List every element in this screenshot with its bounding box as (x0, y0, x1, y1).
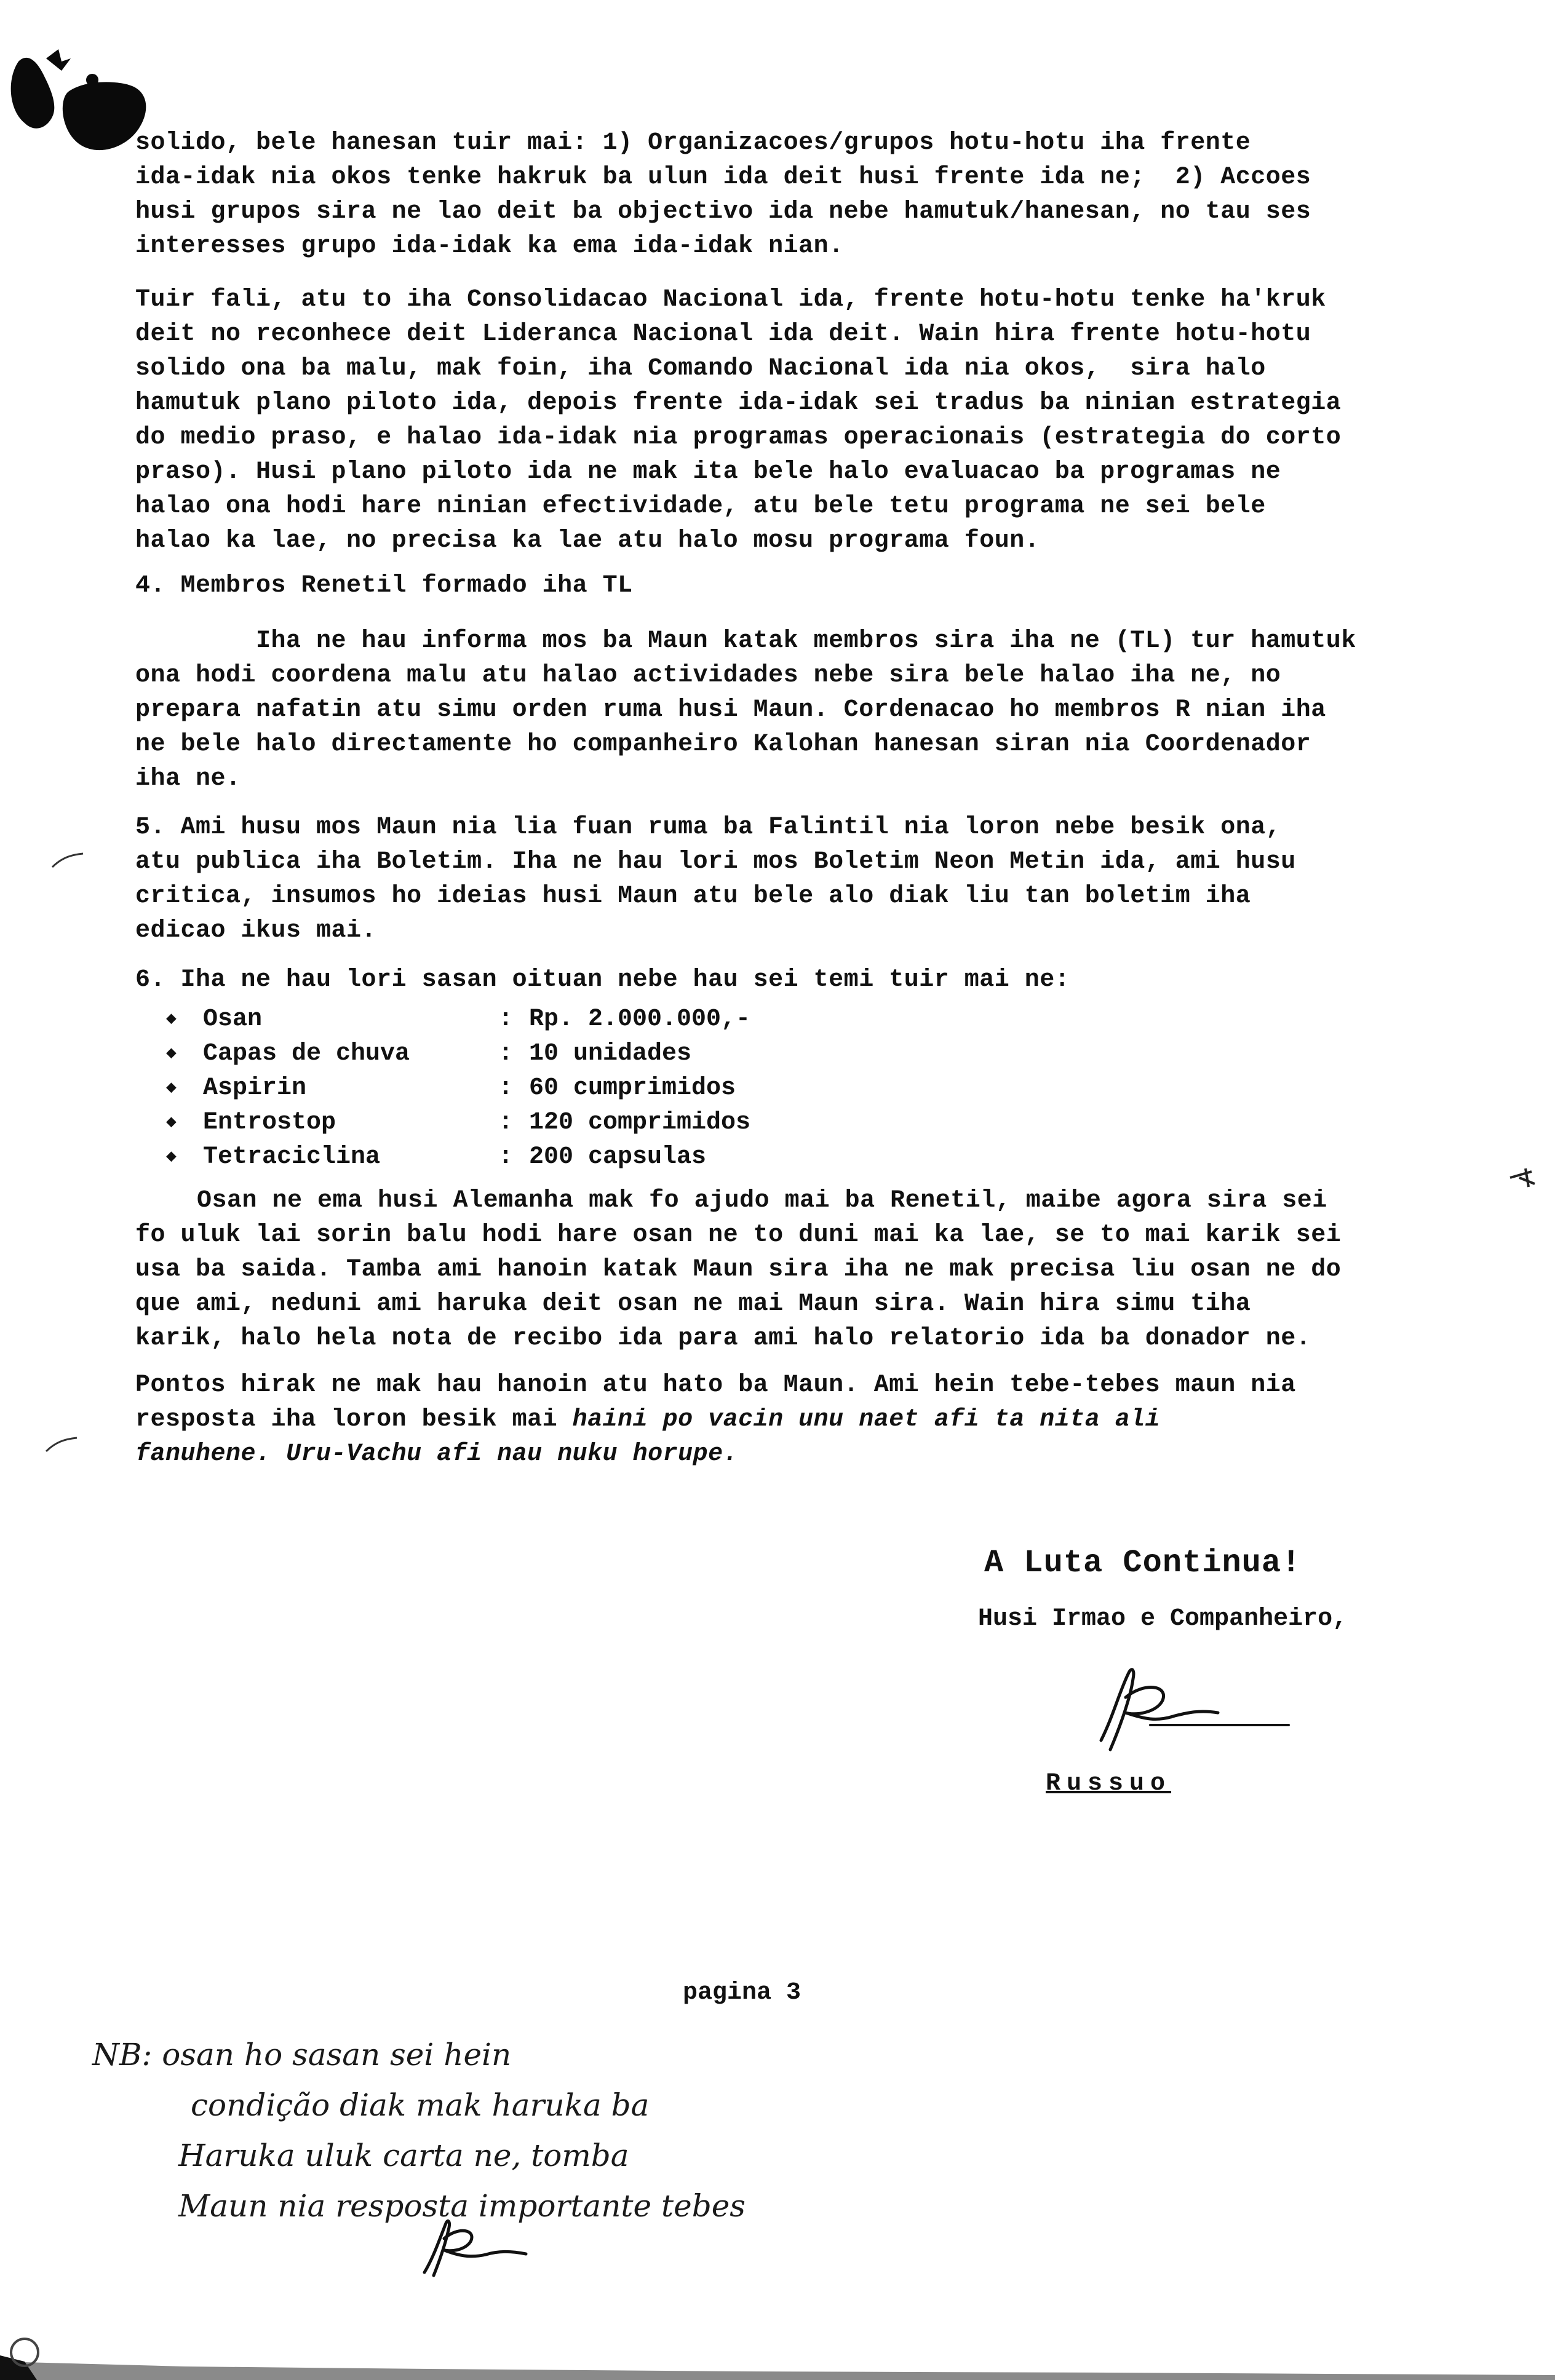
item-name: Tetraciclina (203, 1143, 381, 1171)
bullet-diamond-icon: ◆ (166, 1148, 177, 1167)
list-item (166, 1140, 1027, 1175)
paragraph-osan-alemanha (135, 1184, 1378, 1356)
paragraph-closing-plain: Pontos hirak ne mak hau hanoin atu hato ba Maun. Ami hein tebe-tebes maun nia resposta iha loron besik mai (135, 1371, 1296, 1434)
margin-mark (1507, 1165, 1544, 1190)
supplies-list (166, 1002, 1027, 1175)
item-value: 60 cumprimidos (529, 1074, 736, 1102)
item-name: Entrostop (203, 1109, 336, 1136)
scan-edge-smudge (0, 2319, 1555, 2380)
paragraph-closing (135, 1368, 1378, 1472)
item-separator: : (498, 1040, 514, 1068)
item-separator: : (498, 1074, 514, 1102)
handwritten-initials (412, 2214, 535, 2282)
margin-mark (49, 849, 86, 873)
section-heading-membros: 4. Membros Renetil formado iha TL (135, 572, 633, 600)
item-separator: : (498, 1109, 514, 1136)
handwritten-note-line: Haruka uluk carta ne, tomba (178, 2138, 629, 2173)
list-item (166, 1071, 1027, 1106)
paragraph-consolidacao: Tuir fali, atu to iha Consolidacao Nacional ida, frente hotu-hotu tenke ha'kruk deit no reconhece deit Lideranca Nacional ida deit. Wain hira frente hotu-hotu solido ona ba malu, mak foin, iha Comando Nacional ida nia okos, sira halo hamutuk plano piloto ida, depois frente ida-idak sei tradus ba ninian estrategia do medio praso, e halao ida-idak nia programas operacionais (estrategia do corto praso). Husi plano piloto ida ne mak ita bele halo evaluacao ba programas ne halao ona hodi hare ninian efectividade, atu bele tetu programa ne sei bele halao ka lae, no precisa ka lae atu halo mosu programa foun. (135, 286, 1342, 555)
handwritten-note (92, 2029, 953, 2231)
handwritten-note-line: NB: osan ho sasan sei hein (92, 2037, 512, 2073)
closing-motto: A Luta Continua! (984, 1545, 1302, 1581)
item-value: 10 unidades (529, 1040, 692, 1068)
handwritten-note-line: Maun nia resposta importante tebes (178, 2188, 746, 2224)
paragraph-boletim: 5. Ami husu mos Maun nia lia fuan ruma ba Falintil nia loron nebe besik ona, atu publica iha Boletim. Iha ne hau lori mos Boletim Neon Metin ida, ami husu critica, insumos ho ideias husi Maun atu bele alo diak liu tan boletim iha edicao ikus mai. (135, 814, 1296, 945)
list-item (166, 1037, 1027, 1071)
paragraph-sasan-intro: 6. Iha ne hau lori sasan oituan nebe hau sei temi tuir mai ne: (135, 966, 1070, 994)
item-name: Osan (203, 1006, 263, 1033)
signer-name: Russuo (1046, 1770, 1172, 1798)
item-name: Aspirin (203, 1074, 307, 1102)
item-value: 200 capsulas (529, 1143, 707, 1171)
handwritten-note-line: condição diak mak haruka ba (191, 2087, 650, 2123)
bullet-diamond-icon: ◆ (166, 1113, 177, 1132)
paragraph-membros: Iha ne hau informa mos ba Maun katak membros sira iha ne (TL) tur hamutuk ona hodi coordena malu atu halao actividades nebe sira bele halao iha ne, no prepara nafatin atu simu orden ruma husi Maun. Cordenacao ho membros R nian iha ne bele halo directamente ho companheiro Kalohan hanesan siran nia Coordenador iha ne. (135, 627, 1356, 793)
handwritten-signature (1076, 1660, 1298, 1765)
list-item (166, 1002, 1027, 1037)
item-separator: : (498, 1006, 514, 1033)
bullet-diamond-icon: ◆ (166, 1010, 177, 1029)
paragraph-osan-first-line: Osan ne ema husi Alemanha mak fo ajudo mai ba Renetil, maibe agora sira sei (197, 1187, 1327, 1215)
paragraph-solido: solido, bele hanesan tuir mai: 1) Organizacoes/grupos hotu-hotu iha frente ida-idak nia okos tenke hakruk ba ulun ida deit husi frente ida ne; 2) Accoes husi grupos sira ne lao deit ba objectivo ida nebe hamutuk/hanesan, no tau ses interesses grupo ida-idak ka ema ida-idak nian. (135, 129, 1311, 260)
page-number: pagina 3 (683, 1979, 801, 2007)
item-value: Rp. 2.000.000,- (529, 1006, 751, 1033)
bullet-diamond-icon: ◆ (166, 1044, 177, 1063)
margin-mark (43, 1433, 80, 1458)
bullet-diamond-icon: ◆ (166, 1079, 177, 1098)
item-value: 120 comprimidos (529, 1109, 751, 1136)
paragraph-osan-rest: fo uluk lai sorin balu hodi hare osan ne to duni mai ka lae, se to mai karik sei usa ba saida. Tamba ami hanoin katak Maun sira iha ne mak precisa liu osan ne do que ami, neduni ami haruka deit osan ne mai Maun sira. Wain hira simu tiha karik, halo hela nota de recibo ida para ami halo relatorio ida ba donador ne. (135, 1221, 1342, 1352)
paragraph-closing-italic: haini po vacin unu naet afi ta nita ali fanuhene. Uru-Vachu afi nau nuku horupe. (135, 1406, 1161, 1468)
item-name: Capas de chuva (203, 1040, 410, 1068)
item-separator: : (498, 1143, 514, 1171)
list-item (166, 1106, 1027, 1140)
closing-salutation: Husi Irmao e Companheiro, (978, 1605, 1348, 1633)
